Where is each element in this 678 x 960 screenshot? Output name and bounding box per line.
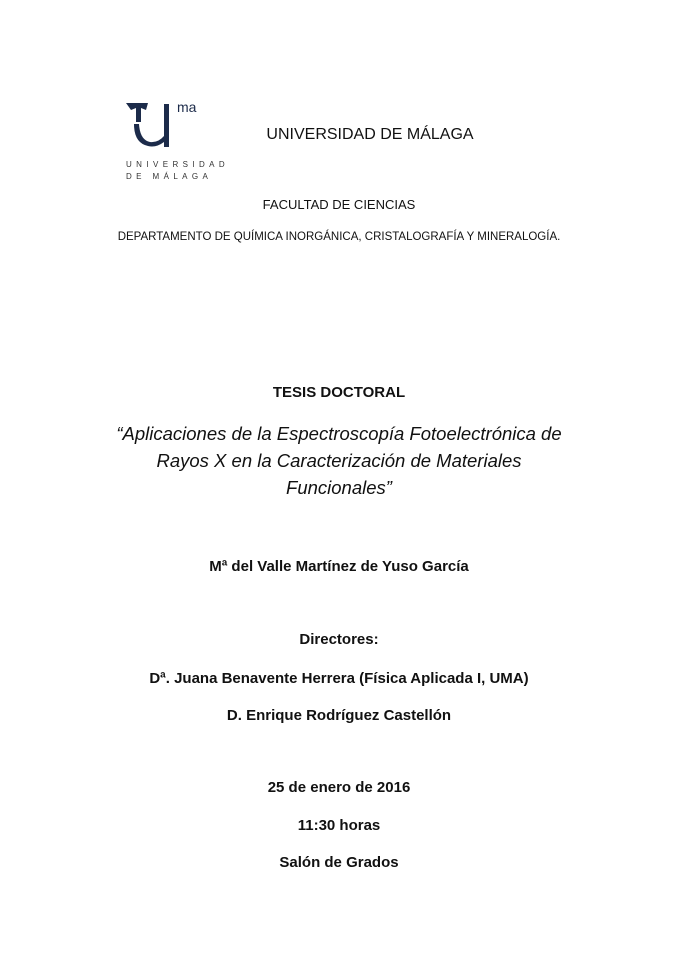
thesis-title-line-2: Rayos X en la Caracterización de Materiales (156, 450, 522, 471)
department-name: DEPARTAMENTO DE QUÍMICA INORGÁNICA, CRISTALOGRAFÍA Y MINERALOGÍA. (117, 231, 561, 243)
logo-mark-text: ma (177, 99, 197, 115)
director-1: Dª. Juana Benavente Herrera (Física Aplicada I, UMA) (149, 670, 529, 687)
uma-logo-icon (122, 100, 178, 152)
logo-line-university: UNIVERSIDAD (126, 160, 230, 169)
directors-heading: Directores: (299, 631, 379, 648)
defense-time: 11:30 horas (297, 817, 381, 834)
document-type: TESIS DOCTORAL (272, 384, 406, 401)
thesis-author: Mª del Valle Martínez de Yuso García (209, 558, 469, 575)
thesis-title-line-1: “Aplicaciones de la Espectroscopía Fotoelectrónica de (116, 423, 562, 444)
defense-place: Salón de Grados (279, 854, 399, 871)
faculty-name: FACULTAD DE CIENCIAS (262, 197, 416, 212)
defense-date: 25 de enero de 2016 (267, 779, 411, 796)
thesis-title (90, 420, 588, 501)
director-2: D. Enrique Rodríguez Castellón (226, 707, 452, 724)
university-name: UNIVERSIDAD DE MÁLAGA (266, 126, 474, 143)
thesis-title-line-3: Funcionales” (286, 477, 392, 498)
logo-line-malaga: DE MÁLAGA (126, 172, 213, 181)
university-logo (122, 100, 232, 186)
